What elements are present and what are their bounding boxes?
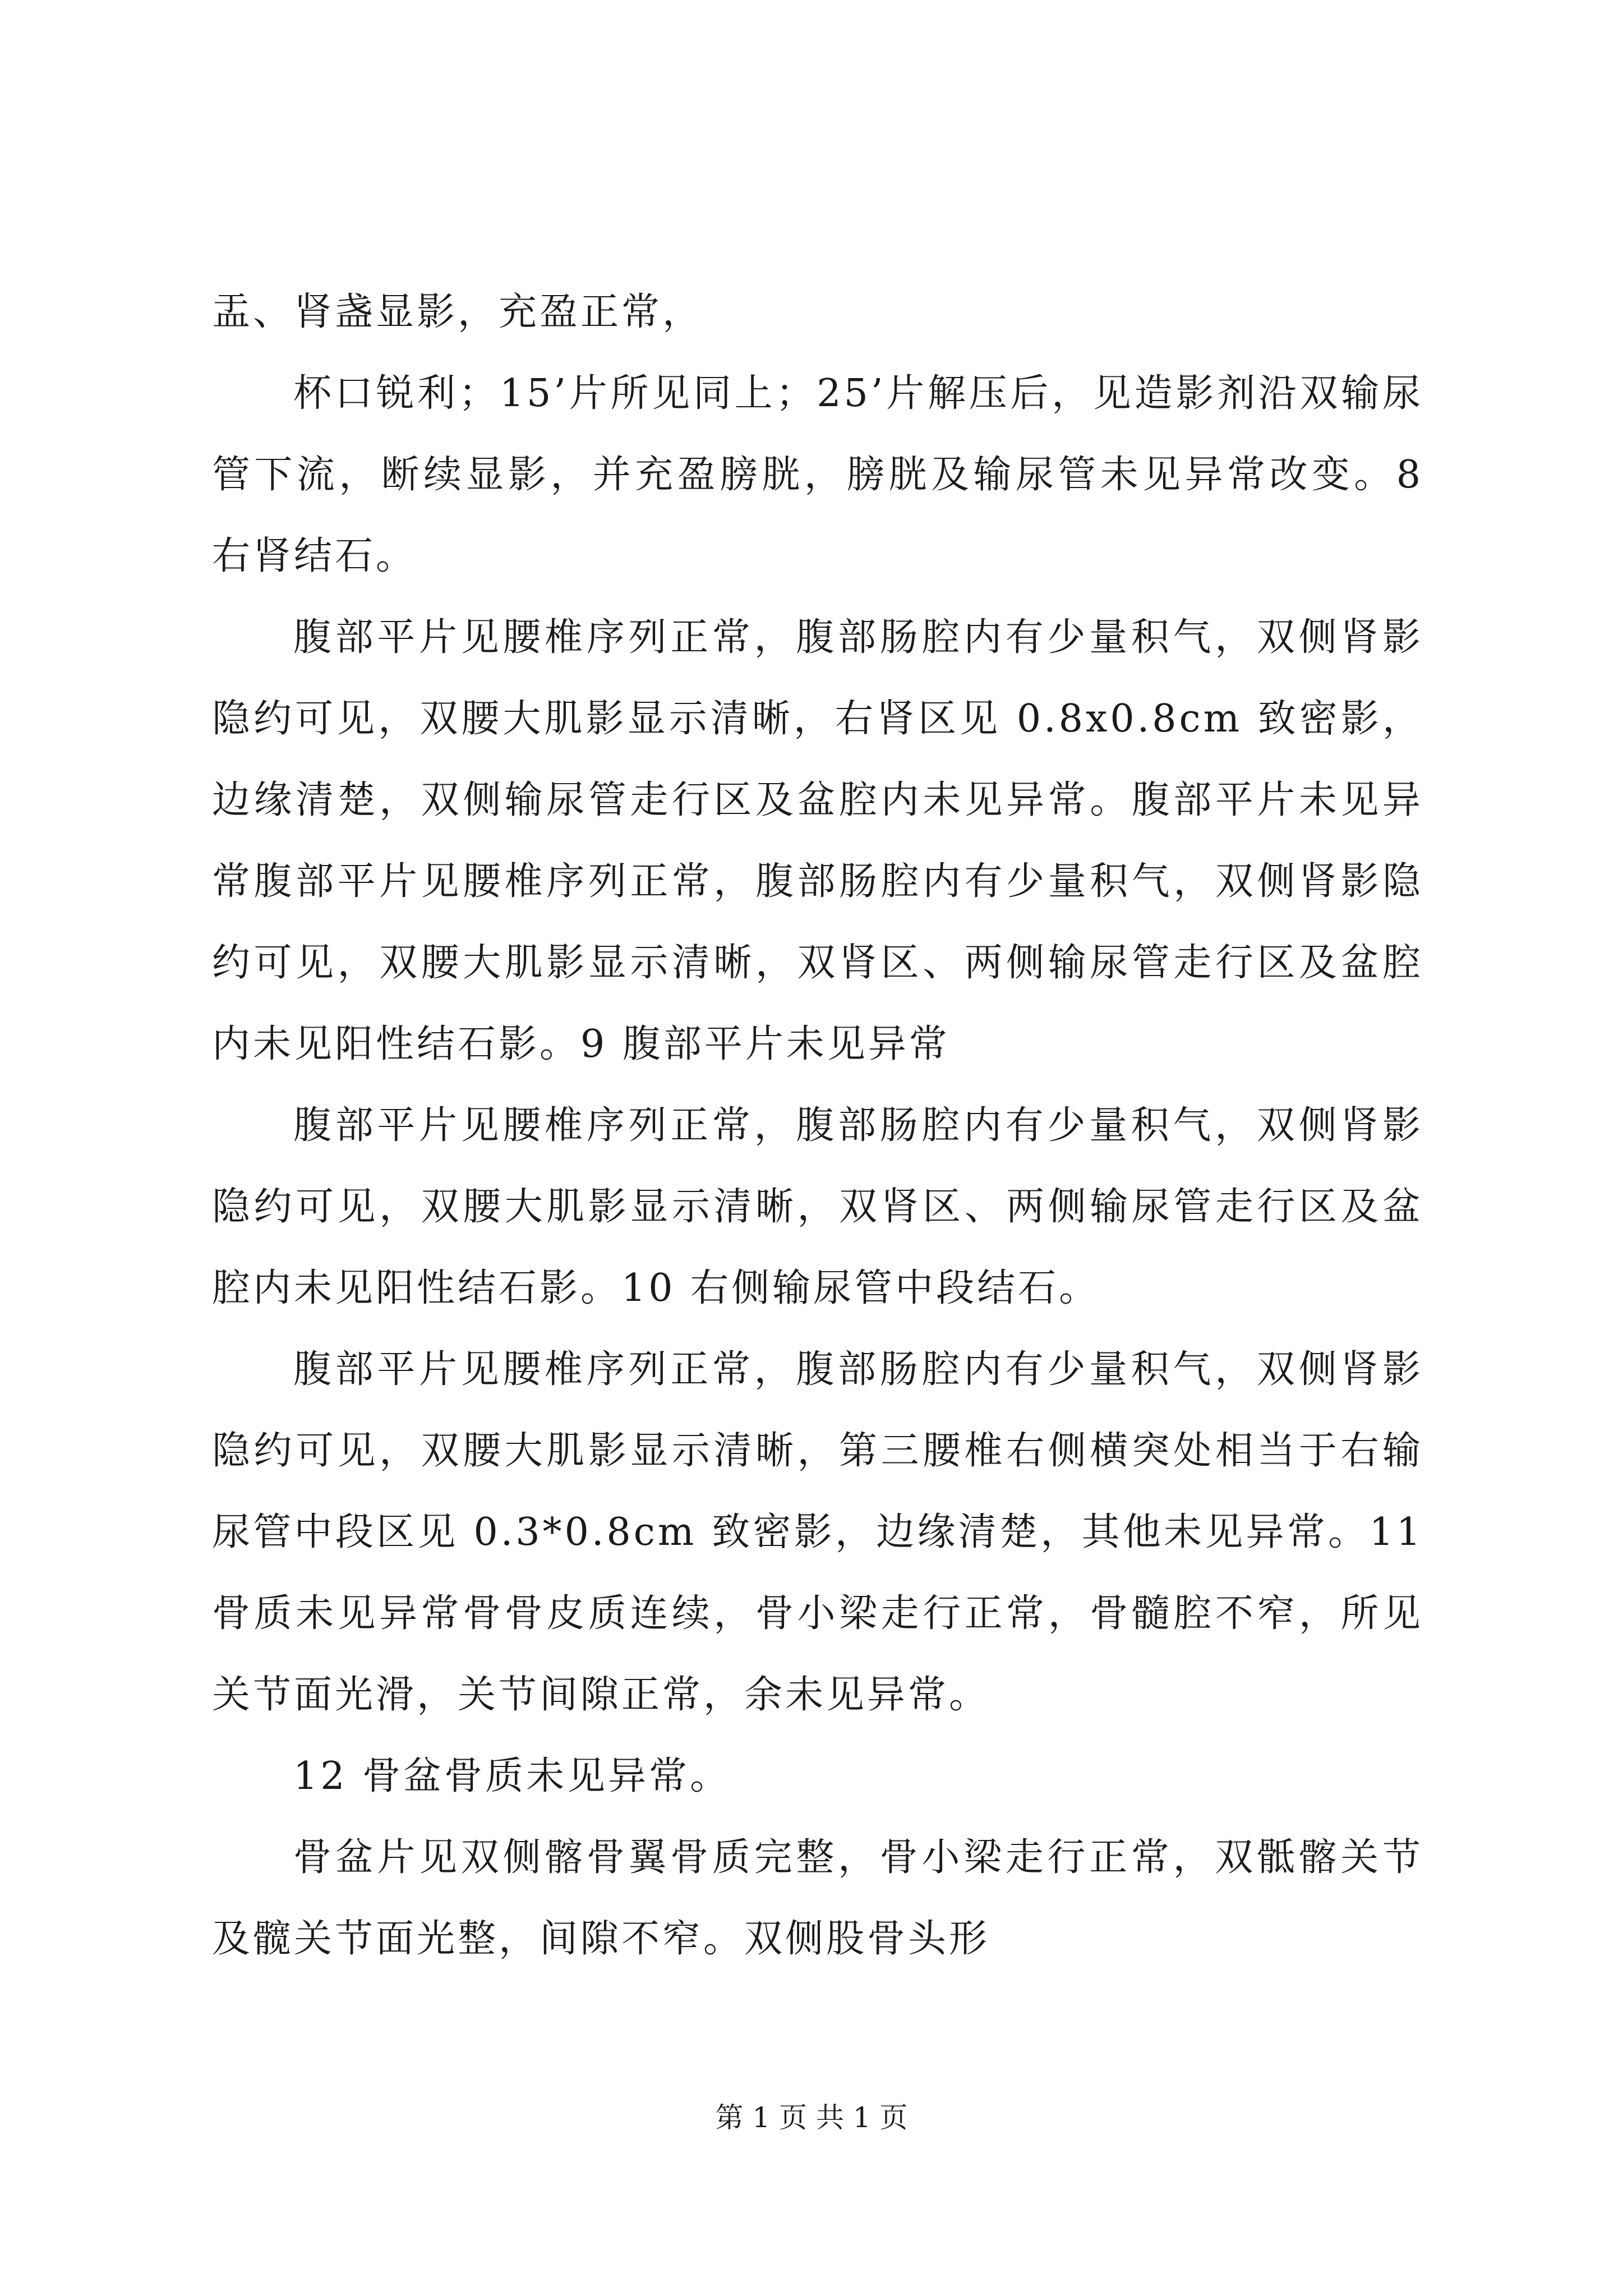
paragraph-5: 腹部平片见腰椎序列正常，腹部肠腔内有少量积气，双侧肾影隐约可见，双腰大肌影显示清晰，第三腰椎右侧横突处相当于右输尿管中段区见 0.3*0.8cm 致密影，边缘清楚，其他未见异常。11 骨质未见异常骨骨皮质连续，骨小梁走行正常，骨髓腔不窄，所见关节面光滑，关节间隙正常，余未见异常。 bbox=[212, 1347, 1423, 1717]
paragraph-6: 12 骨盆骨质未见异常。 bbox=[293, 1754, 731, 1798]
paragraph-1: 盂、肾盏显影，充盈正常， bbox=[212, 290, 704, 334]
document-body bbox=[212, 272, 1423, 1980]
paragraph-3: 腹部平片见腰椎序列正常，腹部肠腔内有少量积气，双侧肾影隐约可见，双腰大肌影显示清晰，右肾区见 0.8x0.8cm 致密影，边缘清楚，双侧输尿管走行区及盆腔内未见异常。腹部平片未见异常腹部平片见腰椎序列正常，腹部肠腔内有少量积气，双侧肾影隐约可见，双腰大肌影显示清晰，双肾区、两侧输尿管走行区及盆腔内未见阳性结石影。9 腹部平片未见异常 bbox=[212, 615, 1423, 1066]
paragraph-2: 杯口锐利；15’片所见同上；25’片解压后，见造影剂沿双输尿管下流，断续显影，并充盈膀胱，膀胱及输尿管未见异常改变。8 右肾结石。 bbox=[212, 371, 1423, 578]
page-footer: 第 1 页 共 1 页 bbox=[715, 2101, 908, 2134]
paragraph-4: 腹部平片见腰椎序列正常，腹部肠腔内有少量积气，双侧肾影隐约可见，双腰大肌影显示清晰，双肾区、两侧输尿管走行区及盆腔内未见阳性结石影。10 右侧输尿管中段结石。 bbox=[212, 1103, 1423, 1310]
paragraph-7: 骨盆片见双侧髂骨翼骨质完整，骨小梁走行正常，双骶髂关节及髋关节面光整，间隙不窄。双侧股骨头形 bbox=[212, 1835, 1423, 1961]
